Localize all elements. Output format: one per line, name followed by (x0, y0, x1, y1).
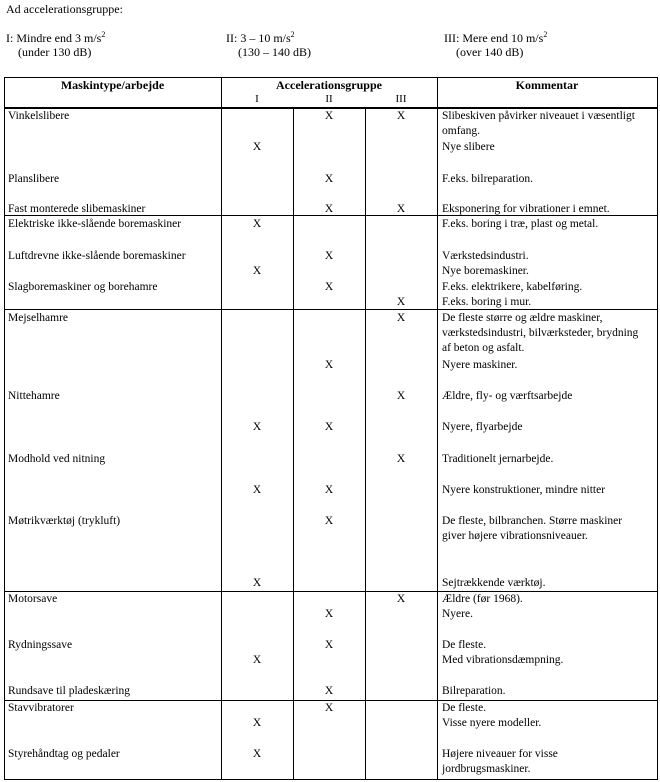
machine-name: Rydningssave (8, 639, 73, 651)
mark-ii: X (324, 203, 334, 215)
machine-name: Motorsave (8, 593, 58, 605)
machine-name: Slagboremaskiner og borehamre (8, 281, 158, 293)
mark-ii: X (324, 685, 334, 697)
mark-iii: X (396, 110, 406, 122)
header-comment: Kommentar (515, 78, 579, 92)
header-group: Accelerationsgruppe (276, 78, 382, 92)
machine-name: Stavvibratorer (8, 702, 74, 714)
comment: Nye slibere (442, 141, 495, 153)
mark-iii: X (396, 593, 406, 605)
group-iii-sup: 2 (543, 30, 548, 39)
mark-ii: X (324, 250, 334, 262)
mark-iii: X (396, 453, 406, 465)
group-i-db: (under 130 dB) (18, 45, 92, 59)
mark-i: X (252, 484, 262, 496)
group-iii-label: III: Mere end 10 m/s (444, 31, 544, 45)
comment: Nyere konstruktioner, mindre nitter (442, 484, 606, 496)
group-ii-sup: 2 (290, 30, 295, 39)
comment: Eksponering for vibrationer i emnet. (442, 203, 610, 215)
group-i-sup: 2 (101, 30, 106, 39)
acceleration-table (4, 77, 658, 780)
mark-i: X (252, 265, 262, 277)
mark-iii: X (396, 390, 406, 402)
mark-ii: X (324, 359, 334, 371)
mark-ii: X (324, 702, 334, 714)
table-border-left (4, 77, 5, 780)
machine-name: Rundsave til pladeskæring (8, 685, 131, 697)
machine-name: Styrehåndtag og pedaler (8, 748, 120, 760)
mark-i: X (252, 141, 262, 153)
col-divider-i-ii (293, 108, 294, 780)
mark-ii: X (324, 421, 334, 433)
mark-iii: X (396, 312, 406, 324)
machine-name: Nittehamre (8, 390, 60, 402)
comment: Ældre, fly- og værftsarbejde (442, 390, 573, 402)
comment: Ældre (før 1968). (442, 593, 523, 605)
mark-ii: X (324, 484, 334, 496)
mark-ii: X (324, 639, 334, 651)
machine-name: Planslibere (8, 173, 60, 185)
mark-iii: X (396, 296, 406, 308)
page-heading: Ad accelerationsgruppe: (6, 2, 123, 16)
comment: Nye boremaskiner. (442, 265, 529, 277)
comment: Sejtrækkende værktøj. (442, 577, 546, 589)
col-divider-ii-iii (365, 108, 366, 780)
mark-i: X (252, 218, 262, 230)
subheader-ii: II (325, 93, 333, 105)
group-i-label: I: Mindre end 3 m/s (6, 31, 102, 45)
mark-iii: X (396, 203, 406, 215)
comment: De fleste, bilbranchen. Større maskiner giver højere vibrationsniveauer. (442, 515, 623, 542)
machine-name: Elektriske ikke-slående boremaskiner (8, 218, 182, 230)
mark-ii: X (324, 515, 334, 527)
comment: Værkstedsindustri. (442, 250, 529, 262)
comment: Højere niveauer for visse jordbrugsmaskiner. (442, 748, 558, 775)
machine-name: Møtrikværktøj (trykluft) (8, 515, 121, 527)
mark-i: X (252, 717, 262, 729)
comment: F.eks. boring i mur. (442, 296, 532, 308)
comment: F.eks. elektrikere, kabelføring. (442, 281, 583, 293)
header-machine: Maskintype/arbejde (60, 78, 165, 92)
comment: Slibeskiven påvirker niveauet i væsentligt omfang. (442, 110, 635, 137)
machine-name: Luftdrevne ikke-slående boremaskiner (8, 250, 186, 262)
group-i-definition (6, 31, 105, 59)
group-iii-db: (over 140 dB) (456, 45, 524, 59)
group-ii-db: (130 – 140 dB) (238, 45, 311, 59)
mark-ii: X (324, 110, 334, 122)
group-ii-label: II: 3 – 10 m/s (226, 31, 291, 45)
table-border-bottom (4, 779, 658, 780)
group-iii-definition (444, 31, 547, 59)
comment: Visse nyere modeller. (442, 717, 542, 729)
machine-name: Fast monterede slibemaskiner (8, 203, 146, 215)
comment: Nyere maskiner. (442, 359, 518, 371)
mark-i: X (252, 654, 262, 666)
mark-i: X (252, 421, 262, 433)
comment: F.eks. boring i træ, plast og metal. (442, 218, 599, 230)
machine-name: Mejselhamre (8, 312, 69, 324)
mark-i: X (252, 748, 262, 760)
group-ii-definition (226, 31, 311, 59)
comment: Nyere, flyarbejde (442, 421, 523, 433)
comment: De fleste større og ældre maskiner, værkstedsindustri, bilværksteder, brydning af beton og asfalt. (442, 312, 639, 354)
comment: Traditionelt jernarbejde. (442, 453, 554, 465)
comment: De fleste. (442, 702, 487, 714)
subheader-i: I (255, 93, 259, 105)
comment: Bilreparation. (442, 685, 506, 697)
table-border-right (657, 77, 658, 780)
comment: De fleste. (442, 639, 487, 651)
col-divider-machine (221, 77, 222, 780)
mark-ii: X (324, 173, 334, 185)
comment: Nyere. (442, 608, 473, 620)
col-divider-comment (437, 77, 438, 780)
mark-ii: X (324, 608, 334, 620)
machine-name: Modhold ved nitning (8, 453, 106, 465)
comment: F.eks. bilreparation. (442, 173, 534, 185)
machine-name: Vinkelslibere (8, 110, 70, 122)
mark-i: X (252, 577, 262, 589)
mark-ii: X (324, 281, 334, 293)
subheader-iii: III (395, 93, 407, 105)
comment: Med vibrationsdæmpning. (442, 654, 564, 666)
